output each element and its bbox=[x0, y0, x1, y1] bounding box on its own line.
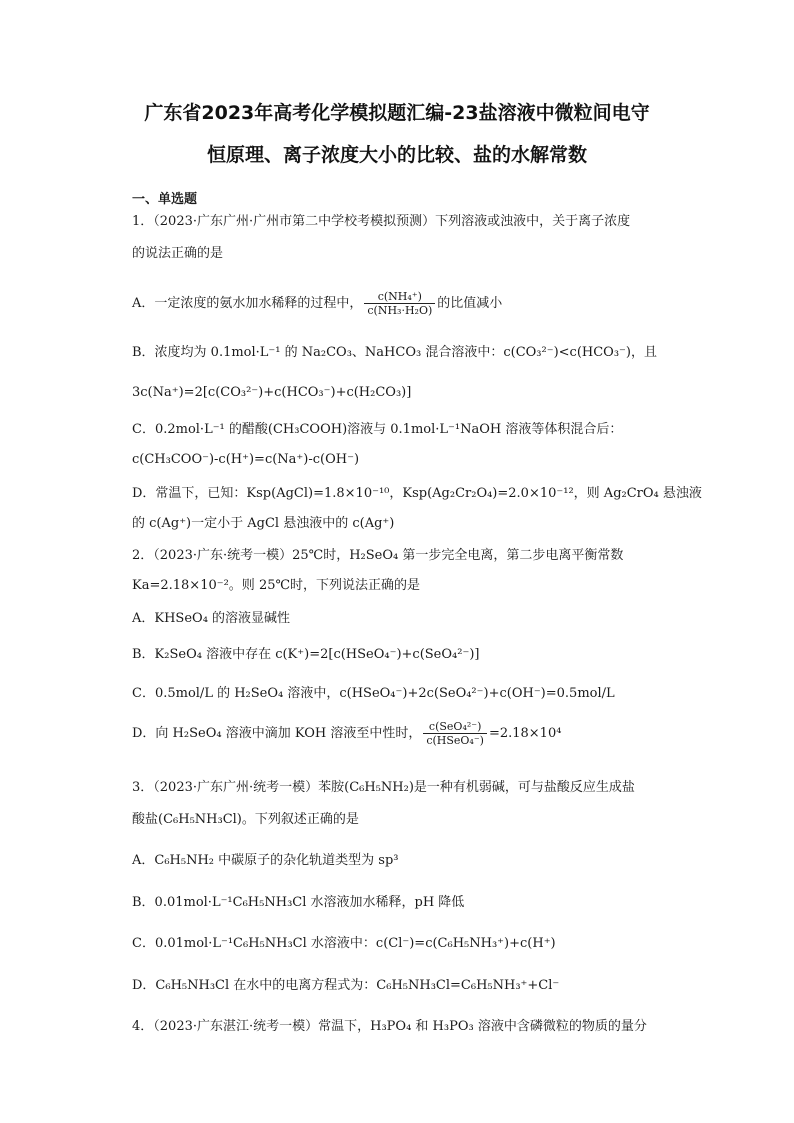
doc-title-line-1: 广东省2023年高考化学模拟题汇编-23盐溶液中微粒间电守 bbox=[144, 102, 650, 124]
fraction-numerator: c(NH₄⁺) bbox=[364, 290, 435, 304]
q3-option-a: A．C₆H₅NH₂ 中碳原子的杂化轨道类型为 sp³ bbox=[132, 853, 399, 868]
q1-option-a bbox=[132, 290, 692, 317]
q1-option-c-line-1: C．0.2mol·L⁻¹ 的醋酸(CH₃COOH)溶液与 0.1mol·L⁻¹NaOH 溶液等体积混合后： bbox=[132, 422, 623, 437]
q1-option-d-line-1: D．常温下，已知：Ksp(AgCl)=1.8×10⁻¹⁰，Ksp(Ag₂Cr₂O₄)=2.0×10⁻¹²，则 Ag₂CrO₄ 悬浊液 bbox=[132, 486, 702, 501]
q2-stem-line-2: Ka=2.18×10⁻²。则 25℃时，下列说法正确的是 bbox=[132, 578, 421, 593]
q3-stem-line-2: 酸盐(C₆H₅NH₃Cl)。下列叙述正确的是 bbox=[132, 812, 359, 827]
section-heading: 一、单选题 bbox=[132, 192, 198, 207]
q1-stem-line-1: 1．（2023·广东广州·广州市第二中学校考模拟预测）下列溶液或浊液中，关于离子浓度 bbox=[132, 214, 631, 229]
q4-stem-line-1: 4．（2023·广东湛江·统考一模）常温下，H₃PO₄ 和 H₃PO₃ 溶液中含磷微粒的物质的量分 bbox=[132, 1019, 647, 1034]
q2-option-d-fraction bbox=[423, 720, 487, 747]
q2-option-d-post: =2.18×10⁴ bbox=[488, 726, 562, 741]
q2-option-a: A．KHSeO₄ 的溶液显碱性 bbox=[132, 611, 291, 626]
q2-stem-line-1: 2．（2023·广东·统考一模）25℃时，H₂SeO₄ 第一步完全电离，第二步电离平衡常数 bbox=[132, 548, 624, 563]
q1-option-a-post: 的比值减小 bbox=[437, 296, 503, 311]
fraction-numerator: c(SeO₄²⁻) bbox=[423, 720, 487, 734]
q3-option-b: B．0.01mol·L⁻¹C₆H₅NH₃Cl 水溶液加水稀释，pH 降低 bbox=[132, 895, 465, 910]
doc-title-line-2: 恒原理、离子浓度大小的比较、盐的水解常数 bbox=[206, 144, 587, 166]
fraction-denominator: c(HSeO₄⁻) bbox=[426, 734, 484, 747]
q1-stem-line-2: 的说法正确的是 bbox=[132, 246, 224, 261]
q3-stem-line-1: 3．（2023·广东广州·统考一模）苯胺(C₆H₅NH₂)是一种有机弱碱，可与盐酸反应生成盐 bbox=[132, 780, 635, 795]
q2-option-c: C．0.5mol/L 的 H₂SeO₄ 溶液中，c(HSeO₄⁻)+2c(SeO₄²⁻)+c(OH⁻)=0.5mol/L bbox=[132, 686, 615, 701]
q1-option-d-line-2: 的 c(Ag⁺)一定小于 AgCl 悬浊液中的 c(Ag⁺) bbox=[132, 516, 395, 531]
q1-option-c-line-2: c(CH₃COO⁻)-c(H⁺)=c(Na⁺)-c(OH⁻) bbox=[132, 452, 360, 467]
q1-option-b-line-2: 3c(Na⁺)=2[c(CO₃²⁻)+c(HCO₃⁻)+c(H₂CO₃)] bbox=[132, 385, 412, 400]
q2-option-b: B．K₂SeO₄ 溶液中存在 c(K⁺)=2[c(HSeO₄⁻)+c(SeO₄²⁻)] bbox=[132, 647, 480, 662]
q2-option-d bbox=[132, 720, 692, 747]
q1-option-a-fraction bbox=[364, 290, 435, 317]
q3-option-c: C．0.01mol·L⁻¹C₆H₅NH₃Cl 水溶液中：c(Cl⁻)=c(C₆H₅NH₃⁺)+c(H⁺) bbox=[132, 936, 556, 951]
q3-option-d: D．C₆H₅NH₃Cl 在水中的电离方程式为：C₆H₅NH₃Cl=C₆H₅NH₃⁺+Cl⁻ bbox=[132, 978, 560, 993]
fraction-denominator: c(NH₃·H₂O) bbox=[367, 304, 433, 317]
q2-option-d-pre: D．向 H₂SeO₄ 溶液中滴加 KOH 溶液至中性时， bbox=[132, 726, 422, 741]
q1-option-a-pre: A．一定浓度的氨水加水稀释的过程中， bbox=[132, 296, 363, 311]
q1-option-b-line-1: B．浓度均为 0.1mol·L⁻¹ 的 Na₂CO₃、NaHCO₃ 混合溶液中：c(CO₃²⁻)<c(HCO₃⁻)，且 bbox=[132, 345, 657, 360]
